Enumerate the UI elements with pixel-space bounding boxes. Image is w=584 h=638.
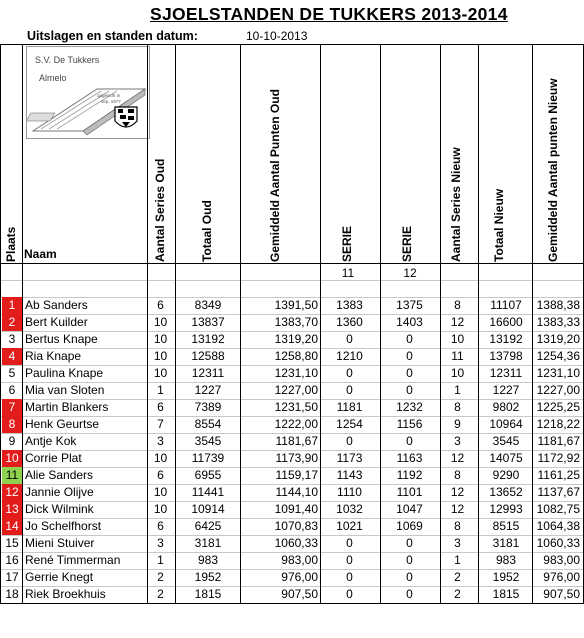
cell-sn: 12 (450, 502, 465, 516)
cell-s12: 0 (406, 553, 413, 567)
header-series-oud: Aantal Series Oud (153, 158, 167, 262)
table-row (0, 518, 584, 535)
cell-naam: Dick Wilmink (25, 502, 94, 516)
cell-s11: 1110 (337, 485, 362, 499)
cell-go: 1231,10 (274, 366, 318, 380)
cell-plaats: 9 (8, 434, 16, 448)
cell-sn: 8 (454, 468, 461, 482)
cell-gn: 1181,67 (537, 434, 580, 448)
cell-so: 10 (153, 451, 168, 465)
cell-so: 6 (157, 468, 164, 482)
cell-naam: Ria Knape (25, 349, 82, 363)
cell-so: 10 (153, 349, 168, 363)
cell-sn: 12 (450, 451, 465, 465)
cell-sn: 9 (454, 417, 461, 431)
cell-tn: 10964 (489, 417, 523, 431)
cell-gn: 1172,92 (537, 451, 580, 465)
table-row (0, 501, 584, 518)
cell-so: 7 (157, 417, 164, 431)
cell-tn: 1952 (492, 570, 520, 584)
cell-s12: 1375 (396, 298, 423, 312)
table-row (0, 450, 584, 467)
cell-go: 1091,40 (274, 502, 318, 516)
serie-number-11: 11 (341, 266, 355, 280)
cell-gn: 1319,20 (536, 332, 580, 346)
cell-go: 1060,33 (274, 536, 318, 550)
serie-number-12: 12 (403, 266, 417, 280)
cell-so: 10 (153, 315, 168, 329)
cell-tn: 8515 (492, 519, 520, 533)
cell-naam: Jannie Olijve (25, 485, 94, 499)
cell-go: 1159,17 (275, 468, 318, 482)
cell-naam: Ab Sanders (25, 298, 88, 312)
cell-s12: 0 (406, 366, 413, 380)
cell-so: 1 (157, 383, 164, 397)
cell-plaats: 17 (5, 570, 19, 584)
cell-naam: Jo Schelfhorst (25, 519, 102, 533)
cell-sn: 3 (454, 536, 461, 550)
cell-to: 11739 (191, 451, 225, 465)
cell-so: 3 (157, 536, 164, 550)
cell-sn: 2 (454, 570, 461, 584)
cell-s11: 0 (346, 536, 353, 550)
cell-to: 1952 (194, 570, 222, 584)
header-serie-11: SERIE (340, 225, 354, 262)
cell-gn: 1064,38 (536, 519, 580, 533)
cell-go: 1319,20 (274, 332, 318, 346)
cell-naam: Antje Kok (25, 434, 77, 448)
cell-s12: 0 (406, 536, 413, 550)
cell-go: 1181,67 (275, 434, 318, 448)
header-plaats: Plaats (4, 226, 18, 262)
header-gem-oud: Gemiddeld Aantal Punten Oud (268, 89, 282, 262)
cell-s11: 1181 (336, 400, 363, 414)
cell-plaats: 13 (2, 501, 22, 518)
cell-to: 8349 (194, 298, 222, 312)
cell-naam: Gerrie Knegt (25, 570, 94, 584)
table-row (0, 399, 584, 416)
cell-s12: 1232 (396, 400, 423, 414)
cell-tn: 1815 (492, 587, 520, 601)
cell-go: 1173,90 (275, 451, 318, 465)
header-series-nieuw: Aantal Series Nieuw (449, 147, 463, 262)
cell-naam: Martin Blankers (25, 400, 109, 414)
cell-to: 983 (197, 553, 219, 567)
cell-so: 1 (157, 553, 164, 567)
cell-gn: 1388,38 (536, 298, 580, 312)
cell-s11: 1143 (336, 468, 363, 482)
cell-s11: 0 (346, 383, 353, 397)
logo-city: Almelo (39, 73, 67, 83)
cell-so: 10 (153, 485, 168, 499)
cell-gn: 1082,75 (536, 502, 580, 516)
cell-s12: 1192 (396, 468, 423, 482)
logo-note-2: sep. 1977 (101, 99, 121, 104)
cell-tn: 12311 (489, 366, 523, 380)
cell-go: 907,50 (281, 587, 318, 601)
cell-naam: René Timmerman (25, 553, 121, 567)
cell-sn: 3 (454, 434, 461, 448)
cell-so: 6 (157, 400, 164, 414)
cell-sn: 8 (454, 298, 461, 312)
cell-go: 1227,00 (274, 383, 318, 397)
cell-to: 6425 (194, 519, 222, 533)
cell-naam: Bert Kuilder (25, 315, 88, 329)
cell-to: 13837 (191, 315, 225, 329)
table-row (0, 416, 584, 433)
cell-gn: 1060,33 (536, 536, 580, 550)
cell-gn: 1137,67 (537, 485, 580, 499)
cell-so: 2 (157, 587, 164, 601)
cell-tn: 3181 (492, 536, 520, 550)
cell-plaats: 5 (8, 366, 16, 380)
cell-gn: 976,00 (543, 570, 580, 584)
cell-plaats: 14 (2, 518, 22, 535)
cell-naam: Corrie Plat (25, 451, 82, 465)
cell-go: 1258,80 (274, 349, 318, 363)
header-serie-12: SERIE (400, 225, 414, 262)
table-row (0, 484, 584, 501)
cell-go: 1383,70 (274, 315, 318, 329)
page-title: SJOELSTANDEN DE TUKKERS 2013-2014 (150, 4, 508, 24)
cell-s11: 1254 (336, 417, 363, 431)
cell-s11: 0 (346, 587, 353, 601)
cell-to: 12588 (191, 349, 225, 363)
cell-plaats: 4 (2, 348, 22, 365)
cell-sn: 8 (454, 400, 461, 414)
grid-bottom-border (0, 603, 584, 604)
table-row (0, 314, 584, 331)
cell-so: 2 (157, 570, 164, 584)
cell-plaats: 16 (5, 553, 19, 567)
cell-s11: 0 (346, 570, 353, 584)
cell-s11: 1173 (336, 451, 363, 465)
cell-go: 1231,50 (274, 400, 318, 414)
cell-tn: 9290 (492, 468, 520, 482)
cell-tn: 16600 (489, 315, 523, 329)
cell-s12: 0 (406, 332, 413, 346)
cell-naam: Henk Geurtse (25, 417, 100, 431)
table-row (0, 467, 584, 484)
cell-sn: 12 (450, 485, 465, 499)
cell-so: 10 (153, 502, 168, 516)
cell-plaats: 7 (2, 399, 22, 416)
club-logo (26, 46, 150, 139)
cell-tn: 983 (495, 553, 517, 567)
table-row (0, 433, 584, 450)
cell-gn: 1254,36 (536, 349, 580, 363)
cell-to: 1815 (194, 587, 222, 601)
cell-to: 12311 (191, 366, 225, 380)
cell-go: 976,00 (281, 570, 318, 584)
header-gem-nieuw: Gemiddeld Aantal punten Nieuw (546, 78, 560, 262)
sjoelbak-icon (27, 47, 149, 138)
cell-s11: 1021 (336, 519, 363, 533)
cell-to: 13192 (191, 332, 225, 346)
logo-note-1: opgericht in (97, 93, 121, 98)
cell-sn: 1 (454, 383, 461, 397)
cell-s11: 0 (346, 553, 353, 567)
cell-plaats: 18 (5, 587, 19, 601)
grid-header-border (0, 263, 584, 264)
cell-go: 1222,00 (274, 417, 318, 431)
cell-s12: 1047 (396, 502, 423, 516)
cell-tn: 3545 (492, 434, 520, 448)
cell-s11: 0 (346, 366, 353, 380)
cell-sn: 8 (454, 519, 461, 533)
cell-to: 6955 (194, 468, 222, 482)
cell-to: 8554 (194, 417, 222, 431)
cell-so: 3 (157, 434, 164, 448)
cell-to: 3181 (194, 536, 222, 550)
cell-gn: 1161,25 (537, 468, 580, 482)
header-totaal-oud: Totaal Oud (200, 200, 214, 262)
table-row (0, 586, 584, 603)
cell-s11: 0 (346, 434, 353, 448)
cell-naam: Mieni Stuiver (25, 536, 95, 550)
cell-tn: 12993 (489, 502, 523, 516)
cell-gn: 1227,00 (536, 383, 580, 397)
cell-to: 10914 (191, 502, 225, 516)
table-row (0, 365, 584, 382)
cell-s12: 0 (406, 587, 413, 601)
header-naam: Naam (24, 247, 57, 261)
cell-tn: 11107 (490, 298, 522, 312)
cell-to: 3545 (194, 434, 222, 448)
cell-gn: 907,50 (543, 587, 580, 601)
table-row (0, 569, 584, 586)
cell-sn: 1 (454, 553, 461, 567)
table-row (0, 297, 584, 314)
cell-s12: 1101 (396, 485, 423, 499)
date-value: 10-10-2013 (246, 29, 308, 43)
cell-sn: 10 (450, 332, 465, 346)
cell-go: 1070,83 (274, 519, 318, 533)
cell-tn: 13192 (489, 332, 523, 346)
cell-sn: 11 (451, 349, 464, 363)
cell-gn: 1231,10 (536, 366, 580, 380)
cell-plaats: 10 (2, 450, 22, 467)
header-totaal-nieuw: Totaal Nieuw (492, 188, 506, 262)
cell-s11: 1360 (336, 315, 363, 329)
cell-sn: 10 (450, 366, 465, 380)
cell-so: 6 (157, 298, 164, 312)
cell-s12: 0 (406, 349, 413, 363)
date-label: Uitslagen en standen datum: (27, 29, 198, 43)
cell-gn: 1218,22 (536, 417, 580, 431)
cell-plaats: 15 (5, 536, 19, 550)
cell-plaats: 1 (2, 297, 22, 314)
cell-gn: 1225,25 (536, 400, 580, 414)
cell-s12: 0 (406, 383, 413, 397)
cell-s12: 0 (406, 570, 413, 584)
cell-sn: 12 (450, 315, 465, 329)
cell-tn: 1227 (492, 383, 520, 397)
cell-s11: 1032 (336, 502, 363, 516)
cell-tn: 13798 (489, 349, 523, 363)
cell-s12: 0 (406, 434, 413, 448)
cell-gn: 983,00 (543, 553, 580, 567)
cell-naam: Alie Sanders (25, 468, 94, 482)
cell-plaats: 6 (8, 383, 16, 397)
logo-club-name: S.V. De Tukkers (35, 55, 100, 65)
cell-plaats: 11 (2, 467, 22, 484)
table-row (0, 331, 584, 348)
grid-guide (0, 280, 584, 281)
cell-naam: Paulina Knape (25, 366, 104, 380)
cell-s11: 1210 (336, 349, 363, 363)
cell-plaats: 2 (2, 314, 22, 331)
cell-tn: 14075 (489, 451, 523, 465)
cell-naam: Riek Broekhuis (25, 587, 106, 601)
cell-plaats: 8 (2, 416, 22, 433)
cell-go: 983,00 (281, 553, 318, 567)
cell-plaats: 3 (8, 332, 16, 346)
cell-s12: 1069 (396, 519, 423, 533)
cell-to: 7389 (194, 400, 222, 414)
cell-go: 1391,50 (274, 298, 318, 312)
cell-so: 10 (153, 366, 168, 380)
cell-gn: 1383,33 (536, 315, 580, 329)
cell-plaats: 12 (2, 484, 22, 501)
cell-naam: Bertus Knape (25, 332, 98, 346)
cell-to: 11441 (191, 485, 225, 499)
cell-tn: 13652 (489, 485, 523, 499)
cell-s11: 0 (346, 332, 353, 346)
cell-sn: 2 (454, 587, 461, 601)
cell-tn: 9802 (492, 400, 520, 414)
grid-top-border (0, 44, 584, 45)
table-row (0, 535, 584, 552)
table-row (0, 382, 584, 399)
cell-go: 1144,10 (275, 485, 318, 499)
table-row (0, 348, 584, 365)
cell-naam: Mia van Sloten (25, 383, 105, 397)
cell-so: 10 (153, 332, 168, 346)
table-row (0, 552, 584, 569)
cell-s12: 1403 (396, 315, 423, 329)
cell-so: 6 (157, 519, 164, 533)
cell-s12: 1163 (396, 451, 423, 465)
cell-to: 1227 (194, 383, 222, 397)
cell-s12: 1156 (396, 417, 423, 431)
cell-s11: 1383 (336, 298, 363, 312)
